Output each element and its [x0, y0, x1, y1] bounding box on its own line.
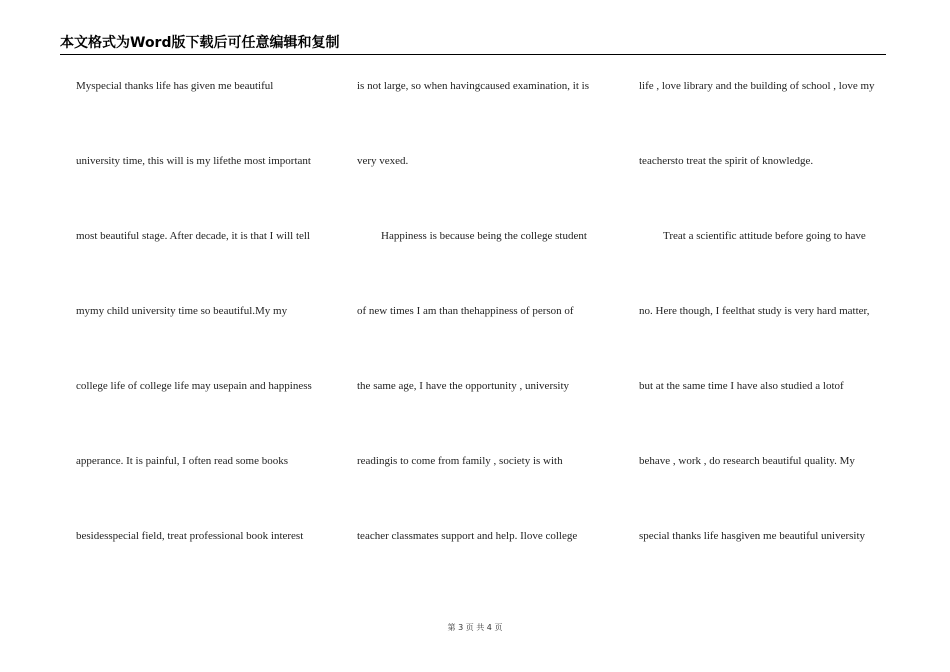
text-line: the same age, I have the opportunity , university — [357, 380, 569, 392]
text-line: teacher classmates support and help. Ilove college — [357, 530, 578, 542]
text-line: university time, this will is my lifethe most important — [76, 155, 311, 167]
text-line: apperance. It is painful, I often read some books — [76, 455, 288, 467]
text-line: very vexed. — [357, 155, 409, 167]
text-line: besidesspecial field, treat professional book interest — [76, 530, 304, 542]
text-line: readingis to come from family , society is with — [357, 455, 563, 467]
text-line: no. Here though, I feelthat study is very hard matter, — [639, 305, 870, 317]
text-line: Myspecial thanks life has given me beautiful — [76, 80, 274, 92]
text-line: special thanks life hasgiven me beautiful university — [639, 530, 866, 542]
text-column-1 — [76, 79, 338, 604]
text-line: behave , work , do research beautiful quality. My — [639, 455, 855, 467]
page-footer — [0, 622, 950, 633]
text-line: life , love library and the building of school , love my — [639, 80, 875, 92]
text-column-3 — [639, 79, 901, 604]
page-number-label: 第 3 页 共 4 页 — [447, 623, 503, 632]
text-line: mymy child university time so beautiful.My my — [76, 305, 288, 317]
text-line: Treat a scientific attitude before going to have — [663, 230, 866, 242]
header-title: 本文格式为Word版下载后可任意编辑和复制 — [60, 35, 340, 51]
text-column-2 — [357, 79, 619, 604]
text-line: most beautiful stage. After decade, it is that I will tell — [76, 230, 310, 242]
text-line: college life of college life may usepain and happiness — [76, 380, 312, 392]
text-line: Happiness is because being the college student — [381, 230, 587, 242]
text-line: but at the same time I have also studied a lotof — [639, 380, 844, 392]
text-line: is not large, so when havingcaused examination, it is — [357, 80, 589, 92]
text-line: of new times I am than thehappiness of person of — [357, 305, 574, 317]
text-line: teachersto treat the spirit of knowledge. — [639, 155, 814, 167]
